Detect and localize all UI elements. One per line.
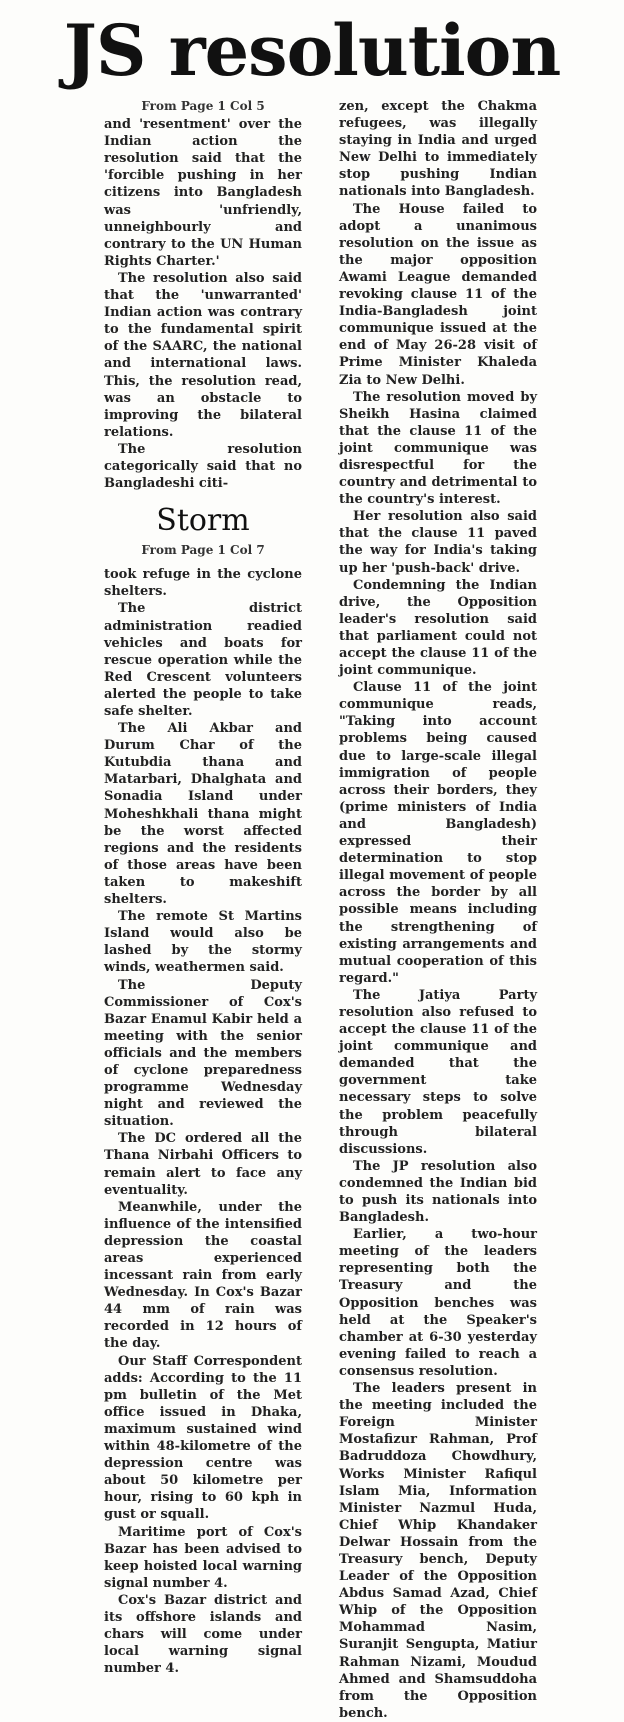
right-column bbox=[339, 98, 537, 1722]
storm-paragraph: took refuge in the cyclone shelters. bbox=[104, 567, 302, 600]
storm-paragraph: The remote St Martins Island would also be lashed by the stormy winds, weathermen said. bbox=[104, 909, 302, 976]
article-paragraph: The resolution also said that the 'unwarranted' Indian action was contrary to the fundamental spirit of the SAARC, the national and international laws. This, the resolution read, was an obstacle to improving the bilateral relations. bbox=[104, 270, 302, 440]
article-paragraph: Her resolution also said that the clause 11 paved the way for India's taking up her 'push-back' drive. bbox=[339, 509, 537, 576]
storm-paragraph: The district administration readied vehicles and boats for rescue operation while the Red Crescent volunteers alerted the people to take safe shelter. bbox=[104, 601, 302, 719]
jump-line: From Page 1 Col 5 bbox=[141, 99, 265, 113]
article-paragraph: zen, except the Chakma refugees, was illegally staying in India and urged New Delhi to immediately stop pushing Indian nationals into Bangladesh. bbox=[339, 99, 537, 200]
article-paragraph: Clause 11 of the joint communique reads, "Taking into account problems being caused due to large-scale illegal immigration of people across their borders, they (prime ministers of India and Bangladesh) expressed their determination to stop illegal movement of people across the border by all possible means including the strengthening of existing arrangements and mutual cooperation of this regard." bbox=[339, 680, 537, 986]
headline: JS resolution bbox=[63, 9, 561, 92]
article-paragraph: The House failed to adopt a unanimous resolution on the issue as the major opposition Awami League demanded revoking clause 11 of the India-Bangladesh joint communique issued at the end of May 26-28 visit of Prime Minister Khaleda Zia to New Delhi. bbox=[339, 201, 537, 388]
article-paragraph: Condemning the Indian drive, the Opposition leader's resolution said that parliament could not accept the clause 11 of the joint communique. bbox=[339, 577, 537, 679]
storm-paragraph: Maritime port of Cox's Bazar has been advised to keep hoisted local warning signal number 4. bbox=[104, 1524, 302, 1591]
storm-paragraph: Meanwhile, under the influence of the intensified depression the coastal areas experienced incessant rain from early Wednesday. In Cox's Bazar 44 mm of rain was recorded in 12 hours of the day. bbox=[104, 1199, 302, 1352]
article-paragraph: The Jatiya Party resolution also refused to accept the clause 11 of the joint communique and demanded that the government take necessary steps to solve the problem peacefully through bilateral discussions. bbox=[339, 987, 537, 1157]
storm-subheading: Storm bbox=[156, 503, 250, 539]
storm-jump-line: From Page 1 Col 7 bbox=[141, 543, 265, 558]
left-column bbox=[104, 98, 302, 1677]
storm-paragraph: The DC ordered all the Thana Nirbahi Officers to remain alert to face any eventuality. bbox=[104, 1131, 302, 1198]
storm-paragraph: The Deputy Commissioner of Cox's Bazar Enamul Kabir held a meeting with the senior officials and the members of cyclone preparedness programme Wednesday night and reviewed the situation. bbox=[104, 977, 302, 1130]
article-paragraph: Earlier, a two-hour meeting of the leaders representing both the Treasury and the Opposition benches was held at the Speaker's chamber at 6-30 yesterday evening failed to reach a consensus resolution. bbox=[339, 1227, 537, 1379]
article-paragraph: The resolution moved by Sheikh Hasina claimed that the clause 11 of the joint communique was disrespectful for the country and detrimental to the country's interest. bbox=[339, 389, 537, 508]
storm-paragraph: Cox's Bazar district and its offshore islands and chars will come under local warning signal number 4. bbox=[104, 1592, 302, 1677]
article-paragraph: The resolution categorically said that no Bangladeshi citi- bbox=[104, 441, 302, 492]
storm-paragraph: The Ali Akbar and Durum Char of the Kutubdia thana and Matarbari, Dhalghata and Sonadia Island under Moheshkhali thana might be the worst affected regions and the residents of those areas have been taken to makeshift shelters. bbox=[104, 721, 302, 908]
article-paragraph: The JP resolution also condemned the Indian bid to push its nationals into Bangladesh. bbox=[339, 1158, 537, 1226]
article-paragraph: The leaders present in the meeting included the Foreign Minister Mostafizur Rahman, Prof Badruddoza Chowdhury, Works Minister Rafiqul Islam Mia, Information Minister Nazmul Huda, Chief Whip Khandaker Delwar Hossain from the Treasury bench, Deputy Leader of the Opposition Abdus Samad Azad, Chief Whip of the Opposition Mohammad Nasim, Suranjit Sengupta, Matiur Rahman Nizami, Moudud Ahmed and Shamsuddoha from the Opposition bench. bbox=[339, 1381, 537, 1721]
storm-paragraph: Our Staff Correspondent adds: According to the 11 pm bulletin of the Met office issued in Dhaka, maximum sustained wind within 48-kilometre of the depression centre was about 50 kilometre per hour, rising to 60 kph in gust or squall. bbox=[104, 1353, 302, 1523]
article-paragraph: and 'resentment' over the Indian action the resolution said that the 'forcible pushing in her citizens into Bangladesh was 'unfriendly, unneighbourly and contrary to the UN Human Rights Charter.' bbox=[104, 117, 302, 269]
